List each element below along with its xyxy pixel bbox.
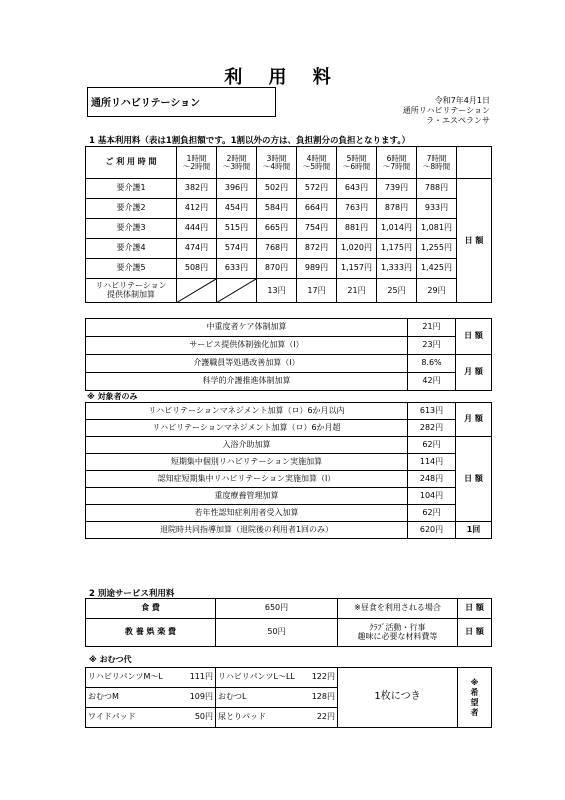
fee-cell: 412円 (177, 199, 217, 219)
table-row (86, 259, 492, 279)
diaper-item-price: 111円 (174, 668, 216, 688)
addon-label: 退院時共同指導加算（退院後の利用者1回のみ） (86, 522, 408, 539)
fee-cell: 754円 (297, 219, 337, 239)
addon-label: 短期集中個別リハビリテーション実施加算 (86, 454, 408, 471)
table-row (86, 522, 492, 539)
time-header-row (86, 147, 492, 179)
unit-once: 1回 (456, 522, 492, 539)
addon-value: 23円 (408, 337, 456, 355)
basic-unit-label: 日 額 (457, 179, 492, 303)
fee-cell: 17円 (297, 279, 337, 303)
fee-cell: 1,175円 (377, 239, 417, 259)
fee-cell: 515円 (217, 219, 257, 239)
recreation-fee-label: 教 養 娯 楽 費 (86, 619, 216, 647)
meal-fee-note: ※昼食を利用される場合 (338, 599, 458, 619)
issue-date: 令和7年4月1日 (434, 96, 490, 105)
table-row (86, 403, 492, 420)
time-col-5: 5時間 ～6時間 (337, 147, 377, 179)
table-row (86, 454, 492, 471)
diaper-table (85, 667, 492, 728)
fee-cell: 25円 (377, 279, 417, 303)
meal-fee-unit: 日 額 (458, 599, 492, 619)
rehab-row (86, 279, 492, 303)
fee-cell: 29円 (417, 279, 457, 303)
fee-cell: 584円 (257, 199, 297, 219)
meal-fee-label: 食 費 (86, 599, 216, 619)
fee-cell: 474円 (177, 239, 217, 259)
addon-label: 中重度者ケア体制加算 (86, 319, 408, 337)
fee-cell: 870円 (257, 259, 297, 279)
table-row (86, 337, 492, 355)
unit-daily: 日 額 (456, 319, 492, 355)
fee-cell: 933円 (417, 199, 457, 219)
time-col-6: 6時間 ～7時間 (377, 147, 417, 179)
addon-value: 62円 (408, 437, 456, 454)
org-name-line1: 通所リハビリテーション (402, 106, 490, 115)
fee-cell: 633円 (217, 259, 257, 279)
care-level-label: 要介護4 (86, 239, 177, 259)
addon-value: 248円 (408, 471, 456, 488)
meal-fee-value: 650円 (216, 599, 338, 619)
table-row (86, 319, 492, 337)
fee-cell: 739円 (377, 179, 417, 199)
extra-service-table (85, 598, 492, 647)
diaper-item-label: リハビリパンツL～LL (216, 668, 300, 688)
fee-cell: 989円 (297, 259, 337, 279)
fee-cell: 1,157円 (337, 259, 377, 279)
diaper-item-label: リハビリパンツM～L (86, 668, 174, 688)
addon-label: リハビリテーションマネジメント加算（ロ）6か月以内 (86, 403, 408, 420)
care-level-label: 要介護5 (86, 259, 177, 279)
addon-value: 114円 (408, 454, 456, 471)
table-row (86, 619, 492, 647)
fee-cell: 878円 (377, 199, 417, 219)
time-col-1: 1時間 ～2時間 (177, 147, 217, 179)
fee-cell: 13円 (257, 279, 297, 303)
fee-cell: 382円 (177, 179, 217, 199)
addon-label: 介護職員等処遇改善加算（Ⅰ） (86, 355, 408, 373)
diaper-item-price: 128円 (300, 688, 338, 708)
fee-cell: 1,425円 (417, 259, 457, 279)
addon-label: 重度療養管理加算 (86, 488, 408, 505)
target-note: ※ 対象者のみ (87, 392, 138, 401)
fee-cell: 21円 (337, 279, 377, 303)
time-col-4: 4時間 ～5時間 (297, 147, 337, 179)
care-level-label: 要介護1 (86, 179, 177, 199)
diaper-item-price: 22円 (300, 708, 338, 728)
fee-cell: 664円 (297, 199, 337, 219)
unit-monthly: 月 額 (456, 403, 492, 437)
basic-fee-table (85, 146, 492, 303)
diaper-item-price: 50円 (174, 708, 216, 728)
empty-slash-cell (217, 279, 257, 303)
table-row (86, 239, 492, 259)
addon-value: 620円 (408, 522, 456, 539)
table-row (86, 179, 492, 199)
row-header-label: ご 利 用 時 間 (86, 147, 177, 179)
addon-label: サービス提供体制強化加算（Ⅰ） (86, 337, 408, 355)
addon-value: 613円 (408, 403, 456, 420)
table-row (86, 437, 492, 454)
fee-cell: 768円 (257, 239, 297, 259)
fee-cell: 872円 (297, 239, 337, 259)
addon-value: 21円 (408, 319, 456, 337)
recreation-fee-note: ｸﾗﾌﾞ活動・行事 趣味に必要な材料費等 (338, 619, 458, 647)
diaper-item-label: 尿とりパッド (216, 708, 300, 728)
fee-cell: 444円 (177, 219, 217, 239)
page-title: 利 用 料 (224, 67, 341, 88)
fee-cell: 881円 (337, 219, 377, 239)
fee-cell: 788円 (417, 179, 457, 199)
empty-slash-cell (177, 279, 217, 303)
fee-cell: 643円 (337, 179, 377, 199)
fee-cell: 396円 (217, 179, 257, 199)
table-row (86, 420, 492, 437)
fee-cell: 454円 (217, 199, 257, 219)
addon-label: 認知症短期集中リハビリテーション実施加算（Ⅰ） (86, 471, 408, 488)
section1-heading: 1 基本利用料（表は1割負担額です。1割以外の方は、負担割分の負担となります。） (89, 136, 411, 146)
unit-monthly: 月 額 (456, 355, 492, 391)
diaper-item-label: ワイドパッド (86, 708, 174, 728)
diaper-item-label: おむつM (86, 688, 174, 708)
table-row (86, 471, 492, 488)
diaper-item-price: 109円 (174, 688, 216, 708)
diaper-item-label: おむつL (216, 688, 300, 708)
fee-cell: 502円 (257, 179, 297, 199)
table-row (86, 373, 492, 391)
fee-cell: 572円 (297, 179, 337, 199)
service-name-box: 通所リハビリテーション (87, 87, 276, 117)
recreation-fee-value: 50円 (216, 619, 338, 647)
fee-cell: 1,333円 (377, 259, 417, 279)
table-row (86, 668, 492, 688)
fee-cell: 508円 (177, 259, 217, 279)
time-col-7: 7時間 ～8時間 (417, 147, 457, 179)
table-row (86, 488, 492, 505)
section2-heading: 2 別途サービス利用料 (89, 589, 175, 599)
per-unit-label: 1枚につき (338, 668, 458, 728)
addon-label: 科学的介護推進体制加算 (86, 373, 408, 391)
addon-value: 104円 (408, 488, 456, 505)
addon-label: 入浴介助加算 (86, 437, 408, 454)
fee-cell: 1,081円 (417, 219, 457, 239)
unit-daily: 日 額 (456, 437, 492, 522)
table-row (86, 355, 492, 373)
addon-label: 若年性認知症利用者受入加算 (86, 505, 408, 522)
fee-cell: 1,255円 (417, 239, 457, 259)
table-row (86, 599, 492, 619)
fee-cell: 574円 (217, 239, 257, 259)
addon-value: 42円 (408, 373, 456, 391)
care-level-label: 要介護3 (86, 219, 177, 239)
fee-cell: 665円 (257, 219, 297, 239)
header-blank-cell (457, 147, 492, 179)
addon-value: 8.6% (408, 355, 456, 373)
diaper-heading: ※ おむつ代 (89, 655, 132, 664)
fee-cell: 763円 (337, 199, 377, 219)
fee-cell: 1,020円 (337, 239, 377, 259)
request-note: ※ 希 望 者 (458, 668, 492, 728)
rehab-label: リハビリテーション 提供体制加算 (86, 279, 177, 303)
addon-value: 62円 (408, 505, 456, 522)
org-name-line2: ラ・エスペランサ (426, 116, 490, 125)
table-row (86, 505, 492, 522)
time-col-2: 2時間 ～3時間 (217, 147, 257, 179)
time-col-3: 3時間 ～4時間 (257, 147, 297, 179)
table-row (86, 219, 492, 239)
recreation-fee-unit: 日 額 (458, 619, 492, 647)
addon-label: リハビリテーションマネジメント加算（ロ）6か月超 (86, 420, 408, 437)
table-row (86, 199, 492, 219)
addon-table-2 (85, 402, 492, 539)
addon-table-1 (85, 318, 492, 391)
fee-cell: 1,014円 (377, 219, 417, 239)
diaper-item-price: 122円 (300, 668, 338, 688)
addon-value: 282円 (408, 420, 456, 437)
care-level-label: 要介護2 (86, 199, 177, 219)
